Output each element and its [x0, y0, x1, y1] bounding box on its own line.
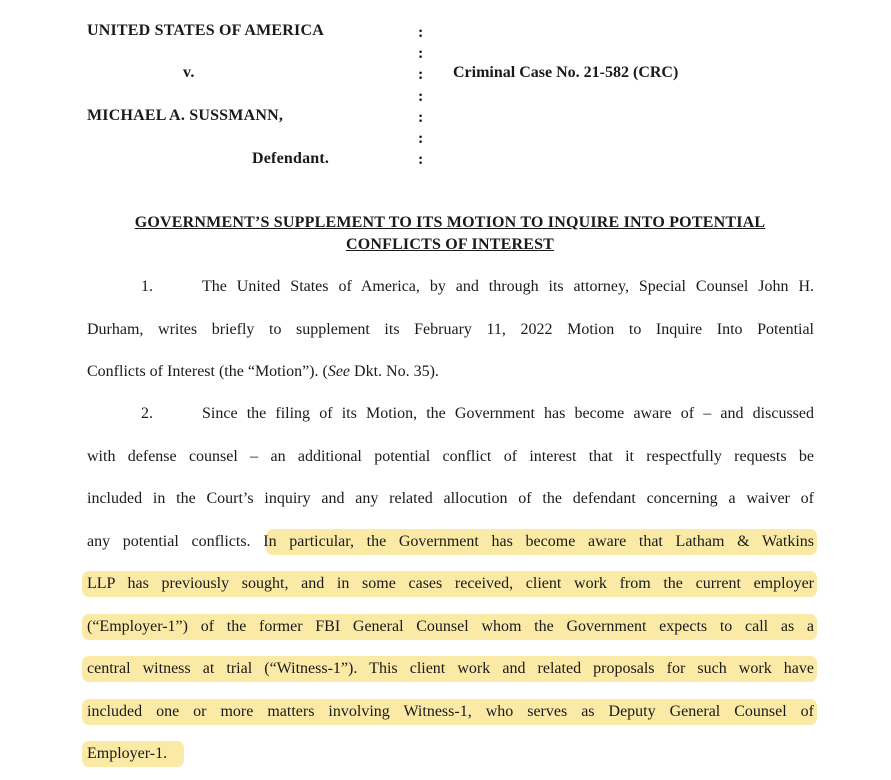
- paragraph-2-line-7: central witness at trial (“Witness-1”). This client work and related proposals for such work have: [87, 660, 814, 677]
- paragraph-1-line-2: Durham, writes briefly to supplement its February 11, 2022 Motion to Inquire Into Potential: [87, 320, 814, 338]
- highlighted-text: In particular, the Government has become aware that Latham & Watkins: [263, 532, 815, 550]
- caption-colon-6: :: [418, 130, 424, 147]
- caption-colon-2: :: [418, 45, 424, 62]
- paragraph-1-line-1: [87, 266, 814, 309]
- case-number: Criminal Case No. 21-582 (CRC): [453, 64, 679, 81]
- paragraph-2-line-8: included one or more matters involving Witness-1, who serves as Deputy General Counsel of: [87, 702, 814, 720]
- paragraph-2-line-3: included in the Court’s inquiry and any related allocution of the defendant concerning a waiver of: [87, 490, 814, 507]
- caption-defendant-label: Defendant.: [252, 150, 330, 167]
- caption-colon-3: :: [418, 66, 424, 83]
- caption-defendant-name: MICHAEL A. SUSSMANN,: [87, 107, 284, 124]
- caption-colon-5: :: [418, 109, 424, 126]
- paragraph-text: any potential conflicts.: [87, 532, 264, 550]
- caption-colon-1: :: [418, 24, 424, 41]
- paragraph-2: [87, 393, 814, 776]
- paragraph-2-line-6: (“Employer-1”) of the former FBI General Counsel whom the Government expects to call as a: [87, 617, 814, 635]
- paragraph-1: [87, 266, 814, 394]
- document-title-line-1: GOVERNMENT’S SUPPLEMENT TO ITS MOTION TO INQUIRE INTO POTENTIAL: [134, 214, 766, 231]
- caption-plaintiff: UNITED STATES OF AMERICA: [87, 22, 324, 39]
- paragraph-number: 1.: [141, 278, 153, 295]
- citation-signal: See: [327, 363, 351, 380]
- paragraph-2-line-9: Employer-1.: [87, 745, 168, 762]
- paragraph-text: The United States of America, by and through its attorney, Special Counsel John H.: [202, 278, 814, 295]
- paragraph-text: Dkt. No. 35).: [350, 363, 439, 380]
- paragraph-1-line-3: [87, 351, 814, 394]
- caption-versus: v.: [183, 64, 195, 81]
- paragraph-2-line-5: LLP has previously sought, and in some cases received, client work from the current employer: [87, 575, 814, 592]
- paragraph-2-line-4: [87, 521, 814, 564]
- caption-colon-4: :: [418, 88, 424, 105]
- paragraph-number: 2.: [141, 405, 153, 422]
- paragraph-2-line-2: with defense counsel – an additional potential conflict of interest that it respectfully requests be: [87, 447, 814, 465]
- paragraph-text: Conflicts of Interest (the “Motion”). (: [87, 363, 328, 380]
- caption-colon-7: :: [418, 151, 424, 168]
- document-title-line-2: CONFLICTS OF INTEREST: [345, 236, 555, 253]
- paragraph-text: Since the filing of its Motion, the Government has become aware of – and discussed: [202, 405, 814, 422]
- paragraph-2-line-1: [87, 393, 814, 436]
